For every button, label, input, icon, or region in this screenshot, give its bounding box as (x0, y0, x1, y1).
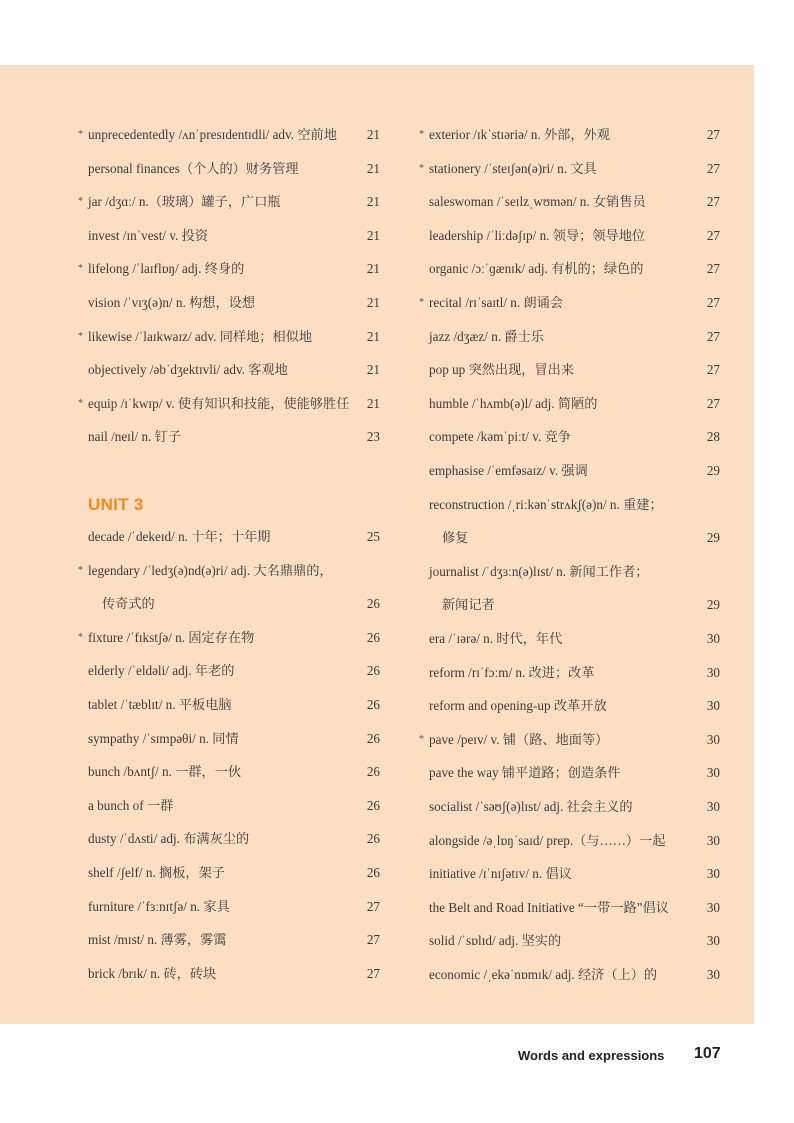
glossary-entry (0, 525, 394, 549)
entry-text: vision /ˈvɪʒ(ə)n/ n. 构想，设想 (88, 295, 256, 310)
glossary-entry (0, 425, 394, 449)
entry-text: initiative /ɪˈnɪʃətɪv/ n. 倡议 (429, 866, 572, 882)
entry-page-number: 30 (706, 765, 720, 781)
entry-text: equip /ɪˈkwɪp/ v. 使有知识和技能，使能够胜任 (88, 395, 350, 411)
glossary-entry (404, 795, 754, 819)
entry-page-number: 30 (706, 799, 720, 814)
entry-page-number: 21 (366, 194, 380, 210)
entry-page-number: 26 (366, 663, 380, 679)
entry-text: 传奇式的 (102, 596, 155, 612)
entry-page-number: 21 (366, 227, 380, 243)
entry-page-number: 30 (706, 832, 720, 848)
entry-text: sympathy /ˈsɪmpəθi/ n. 同情 (88, 730, 239, 746)
glossary-entry (404, 257, 754, 281)
entry-text: the Belt and Road Initiative “一带一路”倡议 (429, 899, 669, 915)
glossary-entry (404, 358, 754, 382)
entry-text: unprecedentedly /ʌnˈpresɪdentɪdli/ adv. 空前地 (88, 127, 337, 142)
glossary-entry (0, 559, 394, 583)
entry-page-number: 30 (706, 967, 720, 982)
entry-page-number: 27 (706, 160, 720, 176)
entry-page-number: 26 (366, 697, 380, 712)
entry-page-number: 27 (706, 395, 720, 411)
entry-text: alongside /əˌlɒŋˈsaɪd/ prep.（与……）一起 (429, 832, 666, 848)
star-icon: * (78, 129, 83, 140)
entry-text: tablet /ˈtæblɪt/ n. 平板电脑 (88, 697, 232, 712)
entry-text: solid /ˈsɒlɪd/ adj. 坚实的 (429, 933, 562, 949)
entry-page-number: 28 (706, 429, 720, 445)
glossary-entry (0, 760, 394, 784)
entry-text: recital /rɪˈsaɪtl/ n. 朗诵会 (429, 295, 564, 310)
entry-text: personal finances（个人的）财务管理 (88, 160, 299, 176)
entry-page-number: 30 (706, 731, 720, 747)
entry-page-number: 21 (366, 160, 380, 176)
entry-page-number: 26 (366, 797, 380, 813)
glossary-entry (404, 224, 754, 248)
entry-text: socialist /ˈsəʊʃ(ə)lɪst/ adj. 社会主义的 (429, 799, 633, 814)
entry-text: pop up 突然出现，冒出来 (429, 362, 575, 378)
entry-page-number: 30 (706, 899, 720, 915)
entry-page-number: 26 (366, 629, 380, 645)
entry-page-number: 29 (706, 530, 720, 546)
entry-text: stationery /ˈsteɪʃən(ə)ri/ n. 文具 (429, 160, 597, 176)
glossary-entry (0, 123, 394, 147)
glossary-entry (404, 627, 754, 651)
glossary-entry (404, 694, 754, 718)
glossary-entry (0, 224, 394, 248)
star-icon: * (78, 196, 83, 208)
entry-page-number: 27 (706, 227, 720, 243)
glossary-entry (0, 190, 394, 214)
footer-title: Words and expressions (518, 1048, 665, 1063)
entry-page-number: 27 (706, 127, 720, 142)
entry-text: 新闻记者 (442, 597, 495, 613)
entry-page-number: 27 (366, 898, 380, 914)
entry-page-number: 21 (366, 127, 380, 142)
glossary-entry (404, 291, 754, 315)
entry-text: nail /neɪl/ n. 钉子 (88, 429, 182, 445)
entry-page-number: 27 (706, 194, 720, 210)
entry-page-number: 21 (366, 328, 380, 344)
entry-page-number: 27 (706, 328, 720, 344)
entry-page-number: 26 (366, 596, 380, 612)
star-icon: * (419, 162, 424, 174)
entry-text: compete /kəmˈpiːt/ v. 竞争 (429, 429, 571, 445)
entry-page-number: 26 (366, 865, 380, 880)
glossary-entry (0, 727, 394, 751)
star-icon: * (78, 397, 83, 409)
entry-text: invest /ɪnˈvest/ v. 投资 (88, 227, 209, 243)
unit-heading: UNIT 3 (88, 495, 144, 514)
entry-text: objectively /əbˈdʒektɪvli/ adv. 客观地 (88, 362, 288, 378)
glossary-entry (404, 896, 754, 920)
entry-text: reform /rɪˈfɔːm/ n. 改进；改革 (429, 664, 595, 680)
glossary-entry (0, 257, 394, 281)
entry-text: reform and opening-up 改革开放 (429, 698, 607, 714)
entry-page-number: 26 (366, 730, 380, 746)
glossary-entry (0, 325, 394, 349)
entry-page-number: 26 (366, 764, 380, 780)
entry-page-number: 27 (706, 362, 720, 378)
entry-text: lifelong /ˈlaɪflɒŋ/ adj. 终身的 (88, 261, 245, 277)
entry-text: pave the way 铺平道路；创造条件 (429, 765, 621, 781)
glossary-entry (0, 659, 394, 683)
star-icon: * (78, 631, 83, 643)
glossary-entry (404, 560, 754, 584)
star-icon: * (419, 733, 424, 745)
entry-page-number: 23 (366, 429, 380, 445)
glossary-panel (0, 65, 754, 1024)
entry-page-number: 25 (366, 529, 380, 544)
glossary-entry (404, 661, 754, 685)
glossary-entry (0, 861, 394, 885)
entry-text: legendary /ˈledʒ(ə)nd(ə)ri/ adj. 大名鼎鼎的， (88, 562, 333, 578)
entry-text: jar /dʒɑː/ n.（玻璃）罐子，广口瓶 (88, 194, 281, 210)
entry-text: decade /ˈdekeɪd/ n. 十年；十年期 (88, 529, 271, 544)
glossary-entry (0, 358, 394, 382)
glossary-entry (404, 493, 754, 517)
glossary-entry (404, 728, 754, 752)
entry-page-number: 30 (706, 664, 720, 680)
entry-page-number: 29 (706, 597, 720, 613)
entry-page-number: 27 (366, 932, 380, 948)
glossary-entry (404, 157, 754, 181)
glossary-entry (0, 592, 394, 616)
glossary-entry (0, 157, 394, 181)
glossary-entry (404, 392, 754, 416)
entry-page-number: 30 (706, 631, 720, 646)
entry-text: leadership /ˈliːdəʃɪp/ n. 领导；领导地位 (429, 227, 646, 243)
entry-text: economic /ˌekəˈnɒmɪk/ adj. 经济（上）的 (429, 967, 658, 982)
glossary-entry (404, 862, 754, 886)
entry-text: furniture /ˈfɜːnɪtʃə/ n. 家具 (88, 898, 230, 914)
entry-text: fixture /ˈfɪkstʃə/ n. 固定存在物 (88, 629, 255, 645)
entry-text: elderly /ˈeldəli/ adj. 年老的 (88, 663, 235, 679)
glossary-entry (0, 895, 394, 919)
entry-text: mist /mɪst/ n. 薄雾，雾霭 (88, 932, 227, 948)
entry-page-number: 27 (706, 295, 720, 310)
entry-page-number: 26 (366, 831, 380, 847)
entry-text: pave /peɪv/ v. 铺（路、地面等） (429, 731, 609, 747)
glossary-entry (0, 291, 394, 315)
entry-page-number: 21 (366, 295, 380, 310)
glossary-entry (0, 626, 394, 650)
star-icon: * (419, 129, 424, 140)
entry-page-number: 21 (366, 395, 380, 411)
glossary-entry (404, 761, 754, 785)
page-number: 107 (694, 1045, 721, 1062)
glossary-entry (404, 459, 754, 483)
glossary-entry (0, 392, 394, 416)
glossary-entry (0, 928, 394, 952)
glossary-entry (404, 526, 754, 550)
glossary-entry (0, 794, 394, 818)
entry-page-number: 21 (366, 362, 380, 378)
glossary-entry (404, 190, 754, 214)
entry-page-number: 30 (706, 866, 720, 882)
entry-text: saleswoman /ˈseɪlzˌwʊmən/ n. 女销售员 (429, 194, 646, 210)
entry-text: exterior /ɪkˈstɪəriə/ n. 外部，外观 (429, 127, 610, 142)
glossary-entry (0, 962, 394, 986)
glossary-entry (404, 593, 754, 617)
glossary-entry (404, 325, 754, 349)
entry-page-number: 29 (706, 463, 720, 478)
entry-page-number: 21 (366, 261, 380, 277)
glossary-entry (404, 963, 754, 987)
entry-text: humble /ˈhʌmb(ə)l/ adj. 简陋的 (429, 395, 598, 411)
entry-page-number: 27 (706, 261, 720, 277)
star-icon: * (78, 330, 83, 342)
entry-text: bunch /bʌntʃ/ n. 一群，一伙 (88, 764, 242, 780)
star-icon: * (78, 263, 83, 275)
entry-text: a bunch of 一群 (88, 797, 174, 813)
glossary-entry (0, 827, 394, 851)
entry-text: organic /ɔːˈɡænɪk/ adj. 有机的；绿色的 (429, 261, 644, 277)
entry-text: jazz /dʒæz/ n. 爵士乐 (429, 328, 544, 344)
glossary-entry (0, 693, 394, 717)
entry-page-number: 30 (706, 933, 720, 949)
entry-text: dusty /ˈdʌsti/ adj. 布满灰尘的 (88, 831, 250, 847)
glossary-entry (404, 929, 754, 953)
entry-text: emphasise /ˈemfəsaɪz/ v. 强调 (429, 463, 588, 478)
entry-text: 修复 (442, 530, 469, 546)
entry-text: journalist /ˈdʒɜːn(ə)lɪst/ n. 新闻工作者； (429, 563, 649, 579)
entry-text: likewise /ˈlaɪkwaɪz/ adv. 同样地；相似地 (88, 328, 313, 344)
glossary-entry (404, 123, 754, 147)
glossary-entry (404, 425, 754, 449)
entry-text: shelf /ʃelf/ n. 搁板，架子 (88, 865, 225, 880)
entry-text: reconstruction /ˌriːkənˈstrʌkʃ(ə)n/ n. 重建； (429, 496, 663, 512)
star-icon: * (78, 564, 83, 576)
entry-page-number: 27 (366, 965, 380, 981)
entry-text: era /ˈɪərə/ n. 时代，年代 (429, 631, 563, 646)
glossary-entry (404, 829, 754, 853)
entry-page-number: 30 (706, 698, 720, 714)
star-icon: * (419, 297, 424, 308)
entry-text: brick /brɪk/ n. 砖，砖块 (88, 965, 217, 981)
